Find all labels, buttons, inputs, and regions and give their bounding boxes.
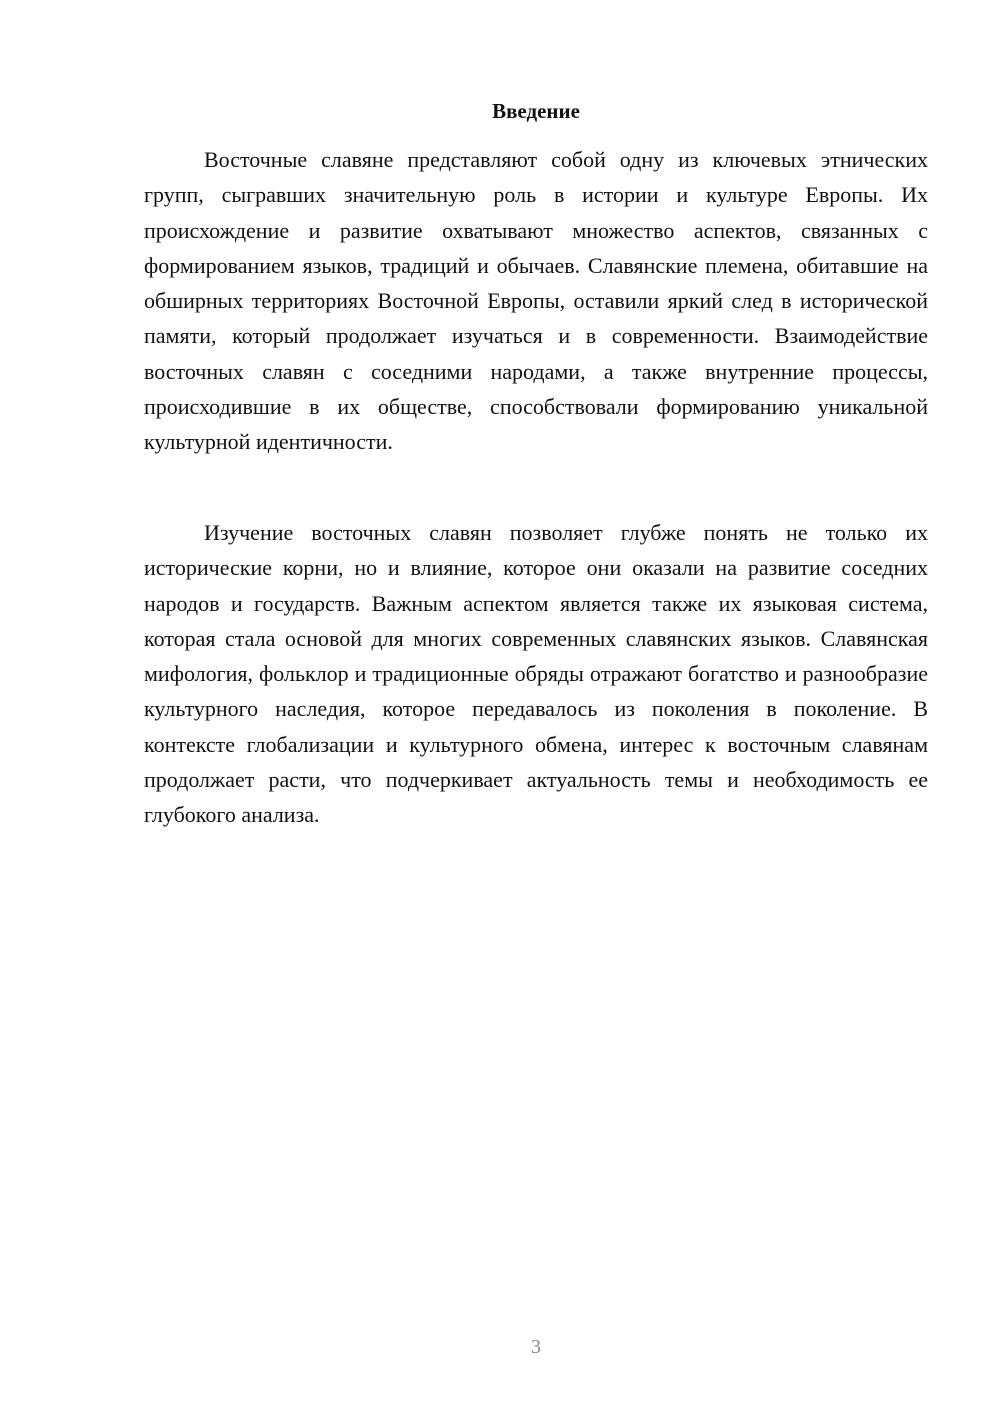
section-title: Введение: [492, 99, 580, 123]
paragraph-intro: Восточные славяне представляют собой одну из ключевых этнических групп, сыгравших значительную роль в истории и культуре Европы. Их происхождение и развитие охватывают множество аспектов, связанных с формированием языков, традиций и обычаев. Славянские племена, обитавшие на обширных территориях Восточной Европы, оставили яркий след в исторической памяти, который продолжает изучаться и в современности. Взаимодействие восточных славян с соседними народами, а также внутренние процессы, происходившие в их обществе, способствовали формированию уникальной культурной идентичности.: [144, 147, 928, 455]
page-number: 3: [531, 1336, 541, 1358]
paragraph-study: Изучение восточных славян позволяет глубже понять не только их исторические корни, но и влияние, которое они оказали на развитие соседних народов и государств. Важным аспектом является также их языковая система, которая стала основой для многих современных славянских языков. Славянская мифология, фольклор и традиционные обряды отражают богатство и разнообразие культурного наследия, которое передавалось из поколения в поколение. В контексте глобализации и культурного обмена, интерес к восточным славянам продолжает расти, что подчеркивает актуальность темы и необходимость ее глубокого анализа.: [144, 520, 928, 828]
